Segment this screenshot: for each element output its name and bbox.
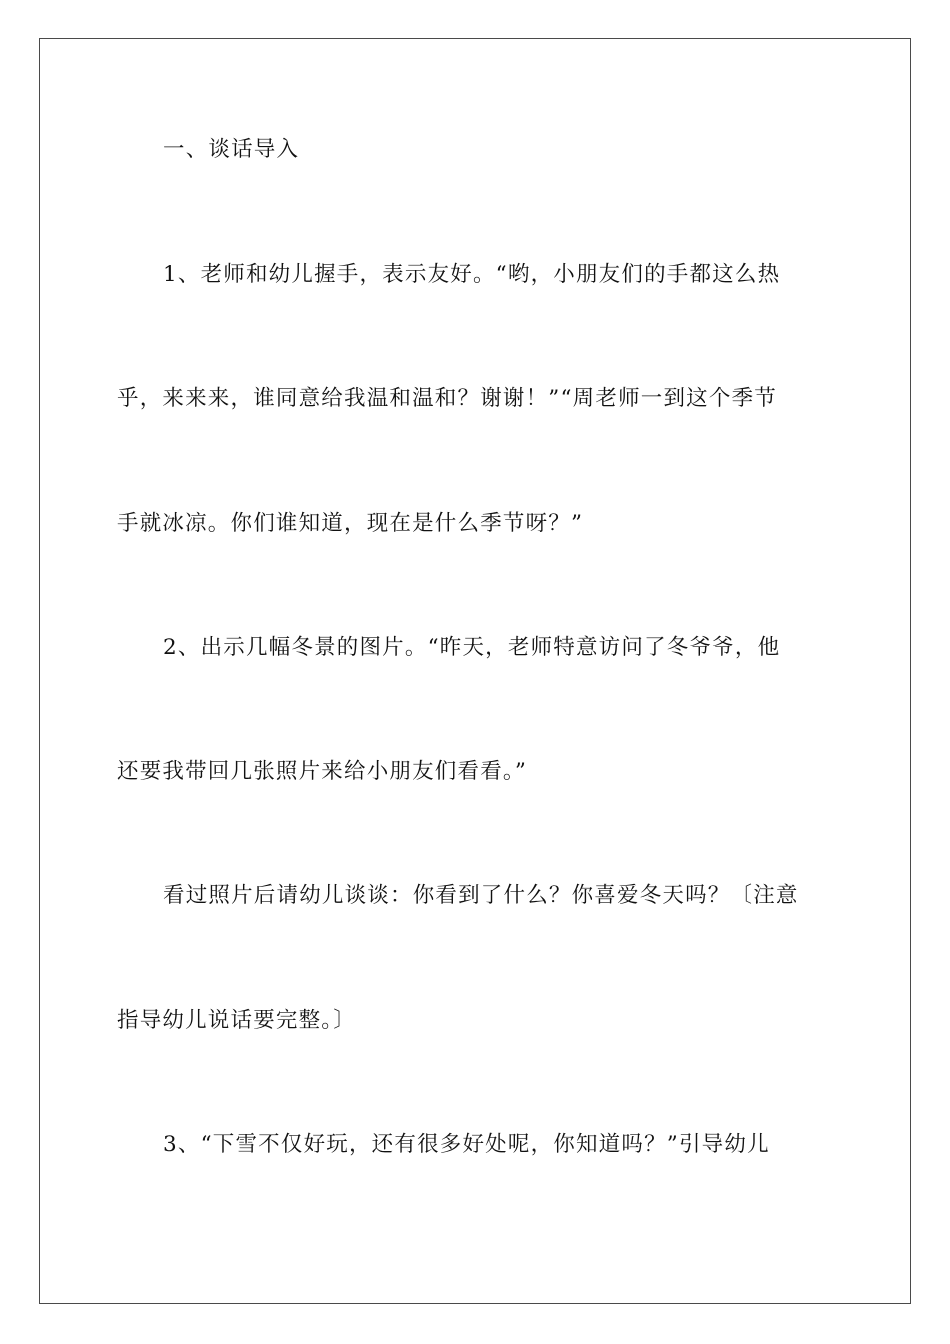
paragraph-line: 2、出示几幅冬景的图片。“昨天，老师特意访问了冬爷爷，他 — [163, 635, 781, 660]
paragraph-line: 乎，来来来，谁同意给我温和温和？谢谢！”“周老师一到这个季节 — [117, 386, 777, 411]
paragraph-line: 3、“下雪不仅好玩，还有很多好处呢，你知道吗？”引导幼儿 — [163, 1132, 770, 1157]
section-heading: 一、谈话导入 — [163, 137, 300, 162]
paragraph-line: 指导幼儿说话要完整。〕 — [117, 1008, 356, 1033]
page-frame — [39, 38, 911, 1304]
paragraph-line: 还要我带回几张照片来给小朋友们看看。” — [117, 759, 528, 784]
paragraph-line: 看过照片后请幼儿谈谈：你看到了什么？你喜爱冬天吗？〔注意 — [163, 883, 799, 908]
paragraph-line: 手就冰凉。你们谁知道，现在是什么季节呀？” — [117, 511, 584, 536]
paragraph-line: 1、老师和幼儿握手，表示友好。“哟，小朋友们的手都这么热 — [163, 262, 781, 287]
